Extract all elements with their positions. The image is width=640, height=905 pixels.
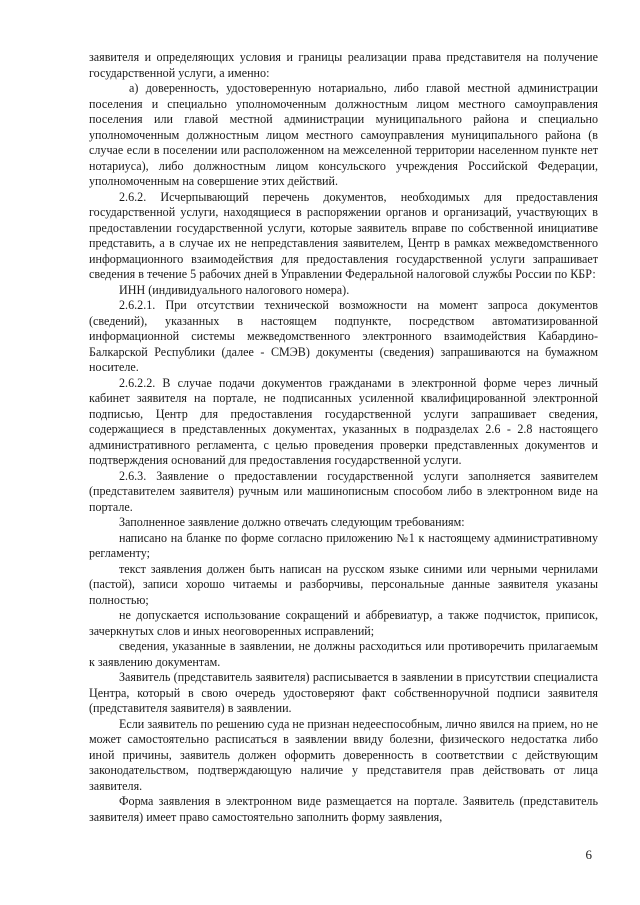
paragraph: не допускается использование сокращений и аббревиатур, а также подчисток, приписок, зачеркнутых слов и иных неоговоренных исправлений; [89,608,598,638]
paragraph: написано на бланке по форме согласно приложению №1 к настоящему административному регламенту; [89,530,598,560]
paragraph: Заполненное заявление должно отвечать следующим требованиям: [119,515,465,529]
paragraph: 2.6.2. Исчерпывающий перечень документов, необходимых для предоставления государственной услуги, находящиеся в распоряжении органов и организаций, участвующих в предоставлении государственной услуги, которые заявитель вправе по собственной инициативе представить, а в случае их не непредставления заявителем, Центр в рамках межведомственного информационного взаимодействия для предоставления государственной услуги запрашивает сведения в течение 5 рабочих дней в Управлении Федеральной налоговой службы России по КБР: [89,189,598,281]
paragraph: Форма заявления в электронном виде размещается на портале. Заявитель (представитель заявителя) имеет право самостоятельно заполнить форму заявления, [89,794,598,824]
paragraph: Заявитель (представитель заявителя) расписывается в заявлении в присутствии специалиста Центра, который в свою очередь удостоверяют факт собственноручной подписи заявителя (представителя заявителя) в заявлении. [89,670,598,715]
paragraph: 2.6.3. Заявление о предоставлении государственной услуги заполняется заявителем (представителем заявителя) ручным или машинописным способом либо в электронном виде на портале. [89,468,598,514]
paragraph: заявителя и определяющих условия и границы реализации права представителя на получение государственной услуги, а именно: [89,50,598,80]
paragraph: ИНН (индивидуального налогового номера). [119,282,350,297]
paragraph: а) доверенность, удостоверенную нотариально, либо главой местной администрации поселения и специально уполномоченным должностным лицом местного самоуправления поселения или главой местной администрации муниципального района и специально уполномоченным должностным лицом местного самоуправления муниципального района (в случае если в поселении или расположенном на межселенной территории населенном пункте нет нотариуса), либо должностным лицом консульского учреждения Российской Федерации, уполномоченным на совершение этих действий. [89,81,598,188]
paragraph: сведения, указанные в заявлении, не должны расходиться или противоречить прилагаемым к заявлению документам. [89,639,598,669]
paragraph: 2.6.2.2. В случае подачи документов гражданами в электронной форме через личный кабинет заявителя на портале, не подписанных усиленной квалифицированной электронной подписью, Центр для предоставления государственной услуги запрашивает сведения, содержащиеся в представленных документах, указанных в подразделах 2.6 - 2.8 настоящего административного регламента, с целью проведения проверки представленных документов и подтверждения оснований для предоставления государственной услуги. [89,375,598,467]
paragraph: текст заявления должен быть написан на русском языке синими или черными чернилами (пастой), записи хорошо читаемы и разборчивы, персональные данные заявителя указаны полностью; [89,561,598,607]
paragraph: 2.6.2.1. При отсутствии технической возможности на момент запроса документов (сведений), указанных в настоящем подпункте, посредством автоматизированной информационной системы межведомственного электронного взаимодействия Кабардино-Балкарской Республики (далее - СМЭВ) документы (сведения) запрашиваются на бумажном носителе. [89,298,598,374]
paragraph: Если заявитель по решению суда не признан недееспособным, лично явился на прием, но не может самостоятельно расписаться в заявлении ввиду болезни, физического недостатка либо иной причины, заявитель должен оформить доверенность в соответствии с действующим законодательством, подтверждающую наличие у представителя прав действовать от лица заявителя. [89,716,598,793]
document-body [89,50,598,825]
page-number: 6 [585,847,592,862]
